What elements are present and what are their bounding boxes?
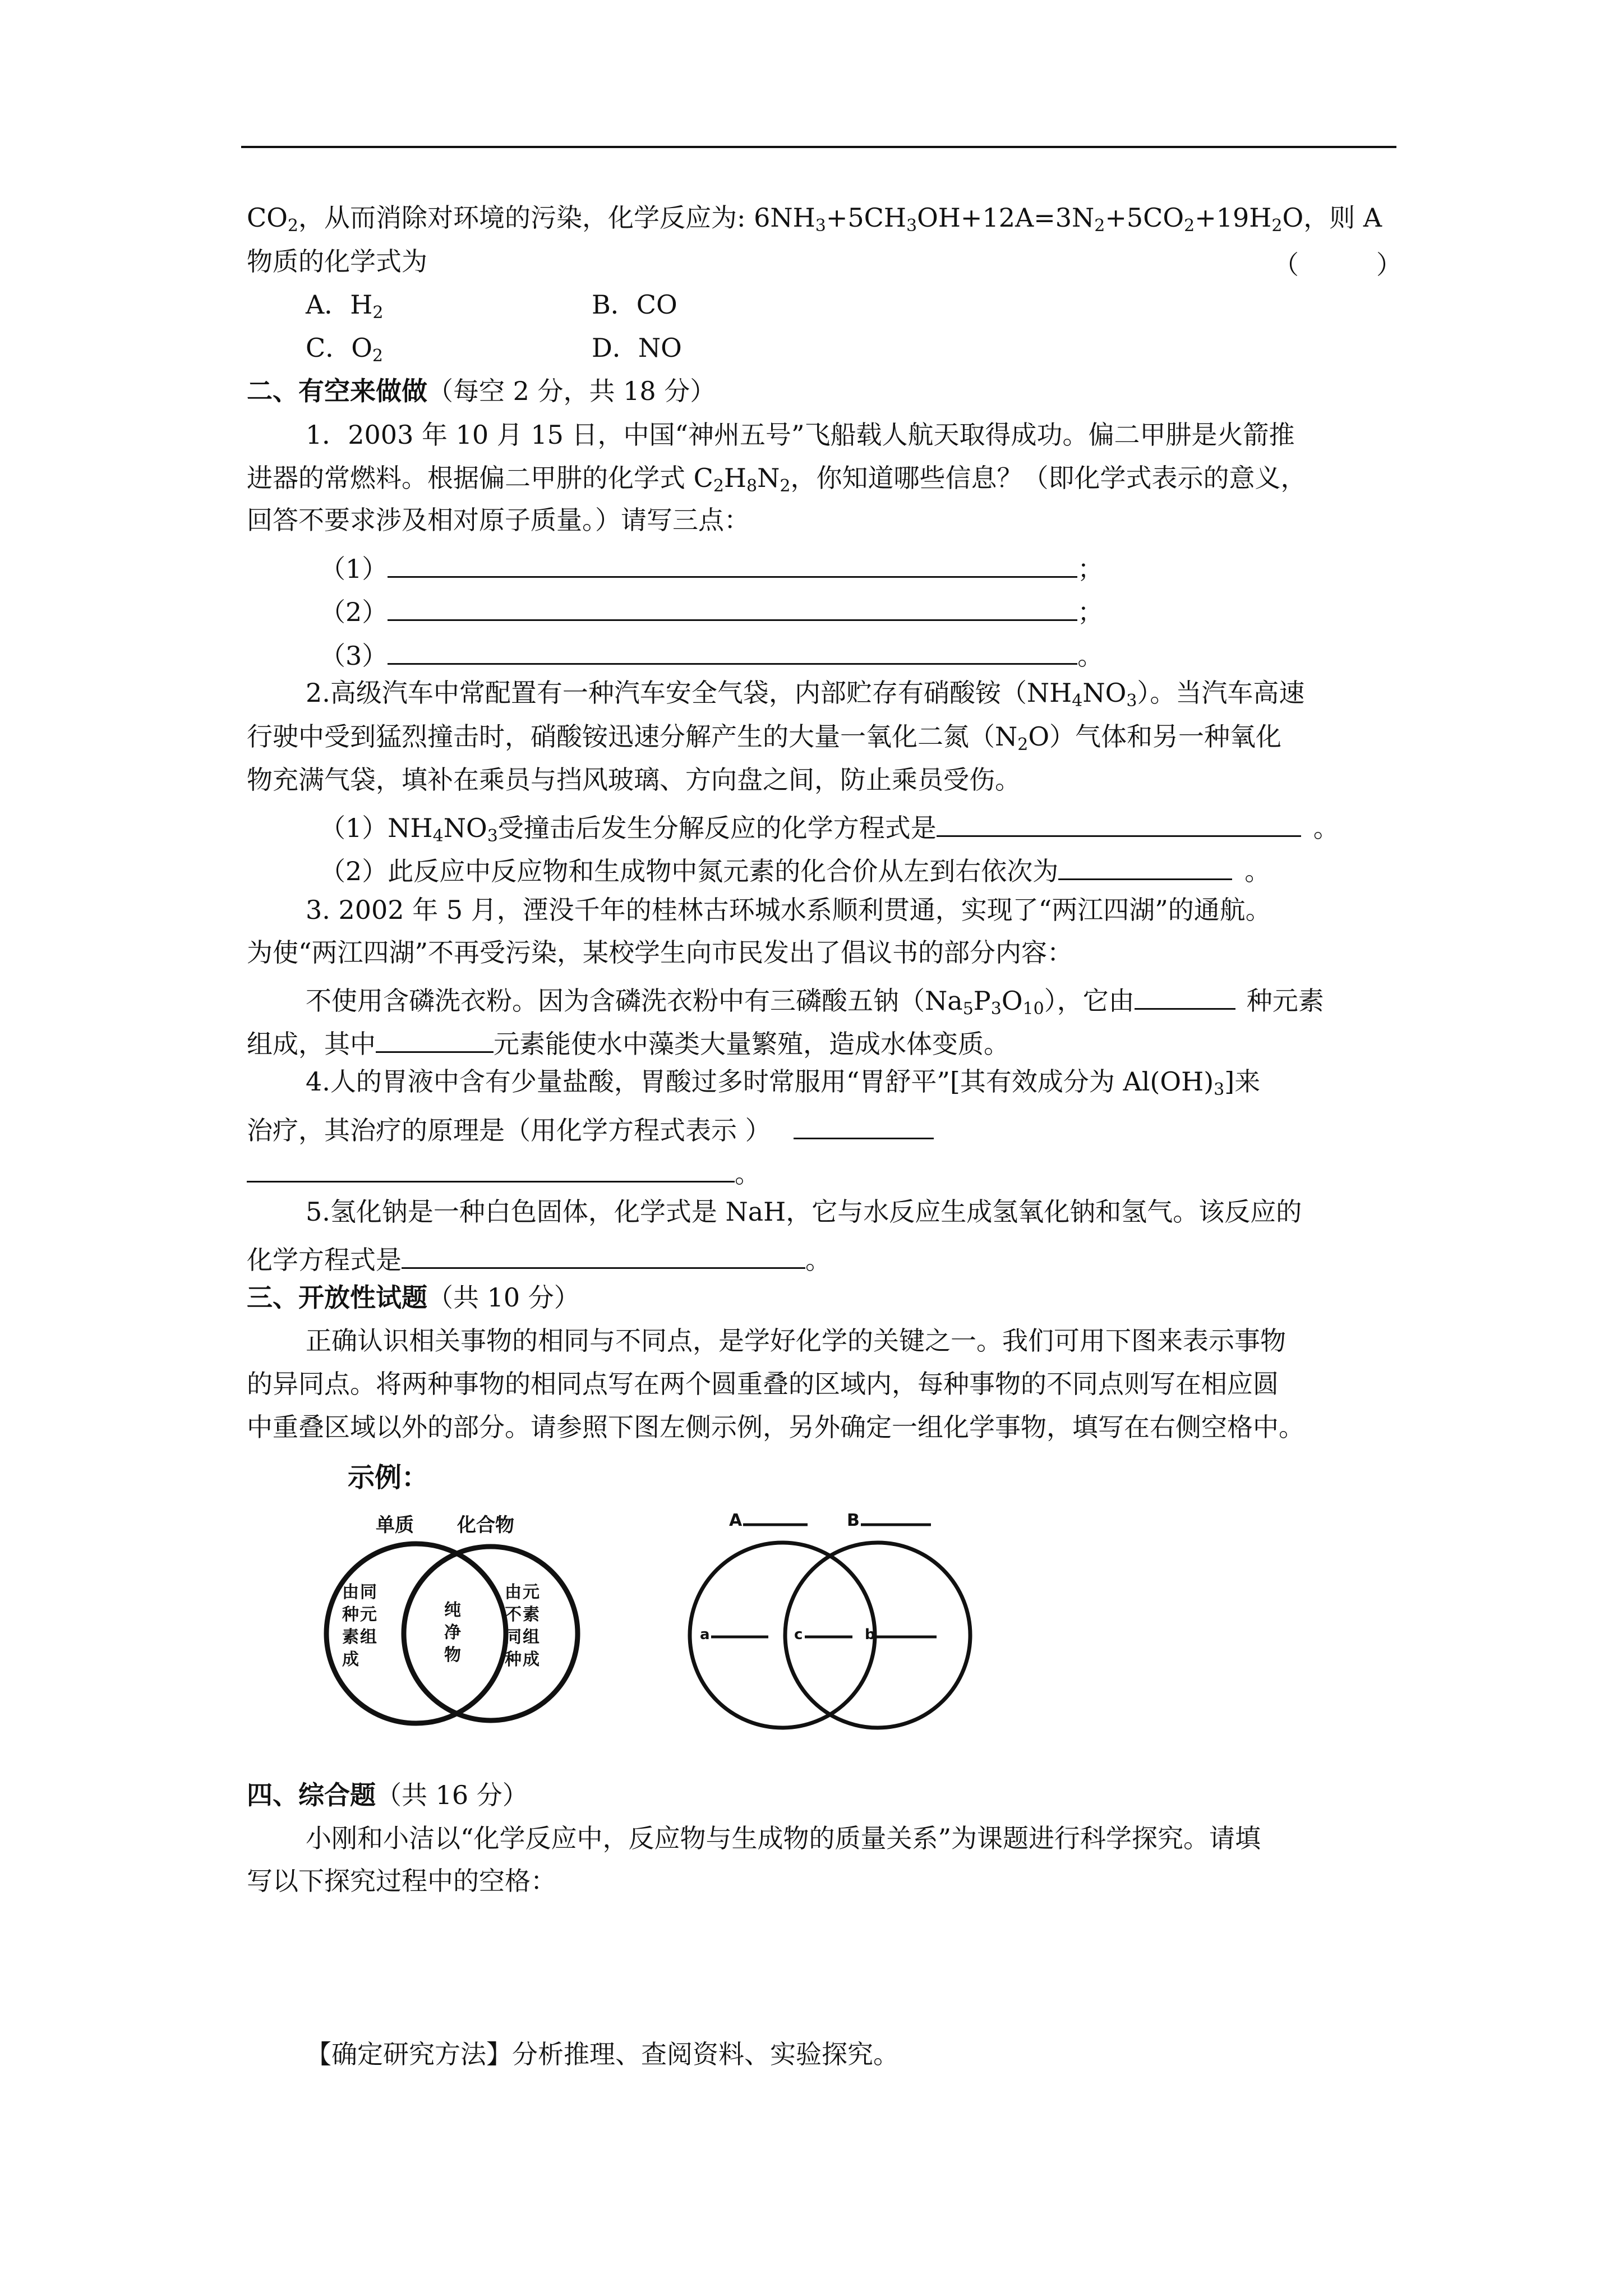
example-left-char-1: 同 [360,1582,377,1602]
example-title: 示例： [348,1462,429,1493]
section-3-heading: 三、开放性试题（共 10 分） [247,1282,580,1313]
q4-line-2: 治疗，其治疗的原理是（用化学方程式表示 ） [247,1108,1402,1147]
question-tail-line-1: $CO_2$，从而消除对环境的污染，化学反应为: $6NH_3+5CH_3OH+12A=3N_2+5CO_2+19H_2O$，则 A [247,203,1382,236]
answer-blank-1[interactable] [388,547,1077,578]
q2-line-2: 行驶中受到猛烈撞击时，硝酸铵迅速分解产生的大量一氧化二氮$(N_2O)$气体和另一种氧化 [247,721,1282,754]
q2-line-3: 物充满气袋，填补在乘员与挡风玻璃、方向盘之间，防止乘员受伤。 [247,765,1021,795]
blank-label-c: c [794,1626,803,1643]
blank-label-A: A [729,1511,743,1530]
example-right-char-3: 种 [505,1650,522,1669]
q1-answer-3: （3） 。 [320,634,1475,673]
header-rule [241,146,1396,148]
option-d: D．NO [592,333,682,363]
section-2-heading: 二、有空来做做（每空 2 分，共 18 分） [247,376,716,406]
example-right-char-4: 元 [523,1582,540,1602]
q3-line-3: 不使用含磷洗衣粉。因为含磷洗衣粉中有三磷酸五钠$(Na_5P_3O_{10})$，它由 种元素 [306,979,1461,1018]
q4-line-3: 。 [247,1152,1402,1190]
example-left-label: 单质 [376,1514,414,1536]
example-right-char-1: 不 [505,1605,522,1625]
section-4-heading: 四、综合题（共 16 分） [247,1780,528,1810]
blank-right-circle [785,1543,970,1728]
element-count-blank[interactable] [1135,979,1235,1010]
example-left-char-0: 由 [342,1582,359,1602]
example-right-char-2: 同 [505,1627,522,1647]
q5-line-1: 5.氢化钠是一种白色固体，化学式是 NaH，它与水反应生成氢氧化钠和氢气。该反应的 [306,1197,1302,1227]
q3-line-2: 为使“两江四湖”不再受污染，某校学生向市民发出了倡议书的部分内容： [247,937,1073,968]
example-mid-char-0: 纯 [444,1600,461,1620]
answer-blank-2[interactable] [388,590,1077,621]
example-mid-char-1: 净 [444,1623,461,1642]
q5-line-2: 化学方程式是 。 [247,1238,1402,1277]
example-left-char-3: 元 [360,1605,377,1625]
equation-blank[interactable] [937,806,1301,837]
valence-blank[interactable] [1058,849,1232,880]
example-right-char-6: 组 [523,1627,540,1647]
q4-line-1: 4.人的胃液中含有少量盐酸，胃酸过多时常服用“胃舒平”[其有效成分为 $Al(OH)_3$]来 [306,1066,1261,1099]
q3-line-1: 3. 2002 年 5 月，湮没千年的桂林古环城水系顺利贯通，实现了“两江四湖”的通航。 [306,895,1271,925]
blank-left-circle [690,1543,875,1728]
venn-blank-diagram [684,1492,987,1733]
q3-line-4: 组成，其中 元素能使水中藻类大量繁殖，造成水体变质。 [247,1022,1402,1061]
example-left-char-2: 种 [342,1605,359,1625]
sec3-para-3: 中重叠区域以外的部分。请参照下图左侧示例，另外确定一组化学事物，填写在右侧空格中。 [247,1412,1304,1442]
example-left-char-5: 组 [360,1627,377,1647]
q1-line-3: 回答不要求涉及相对原子质量。）请写三点： [247,505,750,535]
blank-label-a: a [700,1626,710,1643]
sec4-method: 【确定研究方法】分析推理、查阅资料、实验探究。 [306,2039,899,2069]
example-right-char-0: 由 [505,1582,522,1602]
q1-answer-2: （2） ； [320,590,1475,629]
q2-sub-1: $(1)NH_4NO_3$受撞击后发生分解反应的化学方程式是 。 [320,806,1475,845]
q4-blank-b[interactable] [247,1152,735,1182]
example-right-char-7: 成 [523,1650,540,1669]
q2-sub-2: （2）此反应中反应物和生成物中氮元素的化合价从左到右依次为 。 [320,849,1475,888]
q2-line-1: 2.高级汽车中常配置有一种汽车安全气袋，内部贮存有硝酸铵$(NH_4NO_3)$。当汽车高速 [306,678,1305,711]
q1-line-1: 1．2003 年 10 月 15 日，中国“神州五号”飞船载人航天取得成功。偏二甲肼是火箭推 [306,420,1295,450]
sec4-para-2: 写以下探究过程中的空格： [247,1866,556,1896]
venn-example-diagram [314,1453,628,1733]
sec3-para-2: 的异同点。将两种事物的相同点写在两个圆重叠的区域内，每种事物的不同点则写在相应圆 [247,1369,1279,1399]
element-name-blank[interactable] [376,1022,494,1053]
q1-line-2: 进器的常燃料。根据偏二甲肼的化学式 $C_2H_8N_2$，你知道哪些信息？（即化学式表示的意义， [247,463,1307,496]
example-right-label: 化合物 [457,1514,514,1536]
answer-bracket: （ ） [1273,250,1402,280]
option-c: C．$O_2$ [306,333,384,366]
example-right-circle [404,1547,578,1720]
blank-label-B: B [847,1511,860,1530]
answer-blank-3[interactable] [388,634,1077,665]
example-left-char-4: 素 [342,1627,359,1647]
example-mid-char-2: 物 [444,1645,461,1665]
question-tail-line-2: 物质的化学式为 [247,246,427,277]
example-left-char-6: 成 [342,1650,359,1669]
blank-label-b: b [865,1626,875,1643]
q1-answer-1: （1） ； [320,547,1475,586]
option-a: A．$H_2$ [306,289,384,323]
q4-blank-a[interactable] [794,1108,934,1139]
example-right-char-5: 素 [523,1605,540,1625]
sec3-para-1: 正确认识相关事物的相同与不同点，是学好化学的关键之一。我们可用下图来表示事物 [306,1326,1286,1356]
option-b: B．CO [592,289,677,320]
sec4-para-1: 小刚和小洁以“化学反应中，反应物与生成物的质量关系”为课题进行科学探究。请填 [306,1823,1261,1853]
q5-blank[interactable] [402,1238,805,1269]
